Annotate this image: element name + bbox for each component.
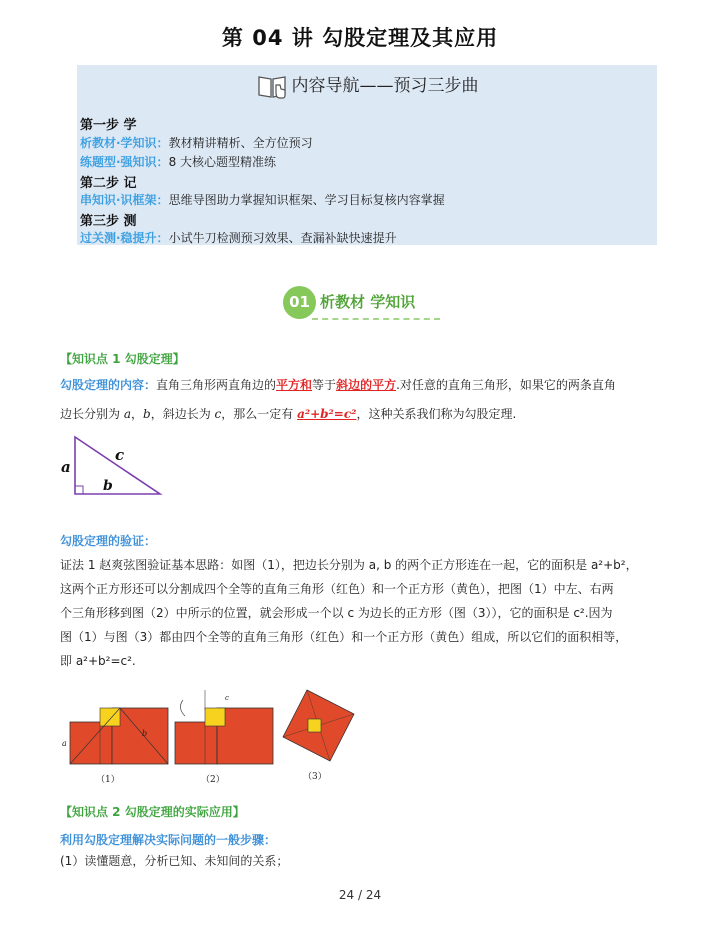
nav-item-2-label: 练题型·强知识： — [80, 155, 169, 169]
var-a: a — [123, 407, 131, 421]
verification-heading: 勾股定理的验证： — [60, 534, 157, 548]
theorem-text-d: 边长分别为 — [60, 407, 124, 421]
nav-item-2 — [80, 153, 276, 170]
fig3-caption: （3） — [303, 772, 327, 782]
verification-line-3: 个三角形移到图（2）中所示的位置，就会形成一个以 c 为边长的正方形（图（3）），它的面积是 c².因为 — [60, 606, 613, 620]
proof-figure-3 — [272, 688, 362, 785]
theorem-text-c: .对任意的直角三角形，如果它的两条直角 — [396, 378, 616, 392]
theorem-content-label: 勾股定理的内容： — [60, 378, 157, 392]
verification-text — [60, 553, 685, 673]
var-b: b — [143, 407, 151, 421]
nav-item-4 — [80, 229, 397, 246]
nav-item-3-label: 串知识·识框架： — [80, 193, 169, 207]
verification-line-4: 图（1）与图（3）都由四个全等的直角三角形（红色）和一个正方形（黄色）组成，所以它们的面积相等， — [60, 630, 628, 644]
nav-item-1 — [80, 134, 313, 151]
verification-line-2: 这两个正方形还可以分割成四个全等的直角三角形（红色）和一个正方形（黄色），把图（1）中左、右两 — [60, 582, 614, 596]
nav-item-3 — [80, 191, 445, 208]
knowledge-point-2-heading: 【知识点 2 勾股定理的实际应用】 — [60, 805, 245, 819]
theorem-content — [60, 373, 670, 426]
fig1-label-b: b — [142, 729, 148, 738]
nav-header — [77, 71, 657, 101]
right-angle-mark — [75, 486, 83, 494]
section-divider — [312, 318, 440, 320]
theorem-line-1 — [60, 373, 670, 397]
nav-item-4-desc: 小试牛刀检测预习效果、查漏补缺快速提升 — [168, 231, 397, 245]
page-number: 24 / 24 — [338, 888, 382, 902]
var-c: c — [214, 407, 222, 421]
theorem-text-e: ，斜边长为 — [150, 407, 215, 421]
tri-label-a: a — [61, 458, 71, 476]
nav-item-4-label: 过关测·稳提升： — [80, 231, 169, 245]
nav-item-1-desc: 教材精讲精析、全方位预习 — [168, 136, 313, 150]
proof-figure-2 — [165, 688, 275, 785]
tri-label-b: b — [103, 478, 113, 494]
nav-step-3: 第三步 测 — [80, 214, 137, 229]
theorem-text-g: ，这种关系我们称为勾股定理. — [356, 407, 517, 421]
verification-line-5: 即 a²+b²=c². — [60, 654, 136, 668]
fig2-caption: （2） — [201, 775, 225, 785]
nav-step-2: 第二步 记 — [80, 176, 137, 191]
application-subheading: 利用勾股定理解决实际问题的一般步骤： — [60, 833, 277, 847]
page-title: 第 04 讲 勾股定理及其应用 — [221, 26, 499, 50]
application-step-1: (1）读懂题意，分析已知、未知间的关系； — [60, 854, 289, 868]
theorem-text-a: 直角三角形两直角边的 — [156, 378, 277, 392]
nav-item-2-desc: 8 大核心题型精准练 — [168, 155, 277, 169]
theorem-line-2 — [60, 402, 670, 426]
section-title: 析教材 学知识 — [320, 293, 416, 311]
fig1-label-a: a — [62, 739, 67, 748]
fig1-caption: （1） — [96, 775, 120, 785]
book-pointer-icon — [256, 71, 288, 101]
tri-label-c: c — [115, 446, 125, 464]
fig2-label-c: c — [225, 694, 229, 702]
theorem-text-f: ，那么一定有 — [221, 407, 298, 421]
theorem-sep: ， — [130, 407, 143, 421]
theorem-formula: a²+b²=c² — [297, 407, 357, 421]
highlight-sum-of-squares: 平方和 — [276, 378, 313, 392]
nav-step-1: 第一步 学 — [80, 118, 137, 133]
highlight-hypotenuse-square: 斜边的平方 — [336, 378, 397, 392]
nav-item-1-label: 析教材·学知识： — [80, 136, 169, 150]
section-badge: 01 — [283, 286, 316, 319]
verification-line-1: 证法 1 赵爽弦图验证基本思路：如图（1），把边长分别为 a, b 的两个正方形连在一起，它的面积是 a²+b²， — [60, 558, 638, 572]
content-navigation-box — [77, 65, 657, 245]
proof-figure-1 — [60, 700, 170, 785]
right-triangle-figure — [55, 430, 170, 500]
theorem-text-b: 等于 — [312, 378, 337, 392]
nav-header-text: 内容导航——预习三步曲 — [291, 76, 479, 96]
knowledge-point-1-heading: 【知识点 1 勾股定理】 — [60, 352, 185, 366]
nav-item-3-desc: 思维导图助力掌握知识框架、学习目标复核内容掌握 — [168, 193, 445, 207]
